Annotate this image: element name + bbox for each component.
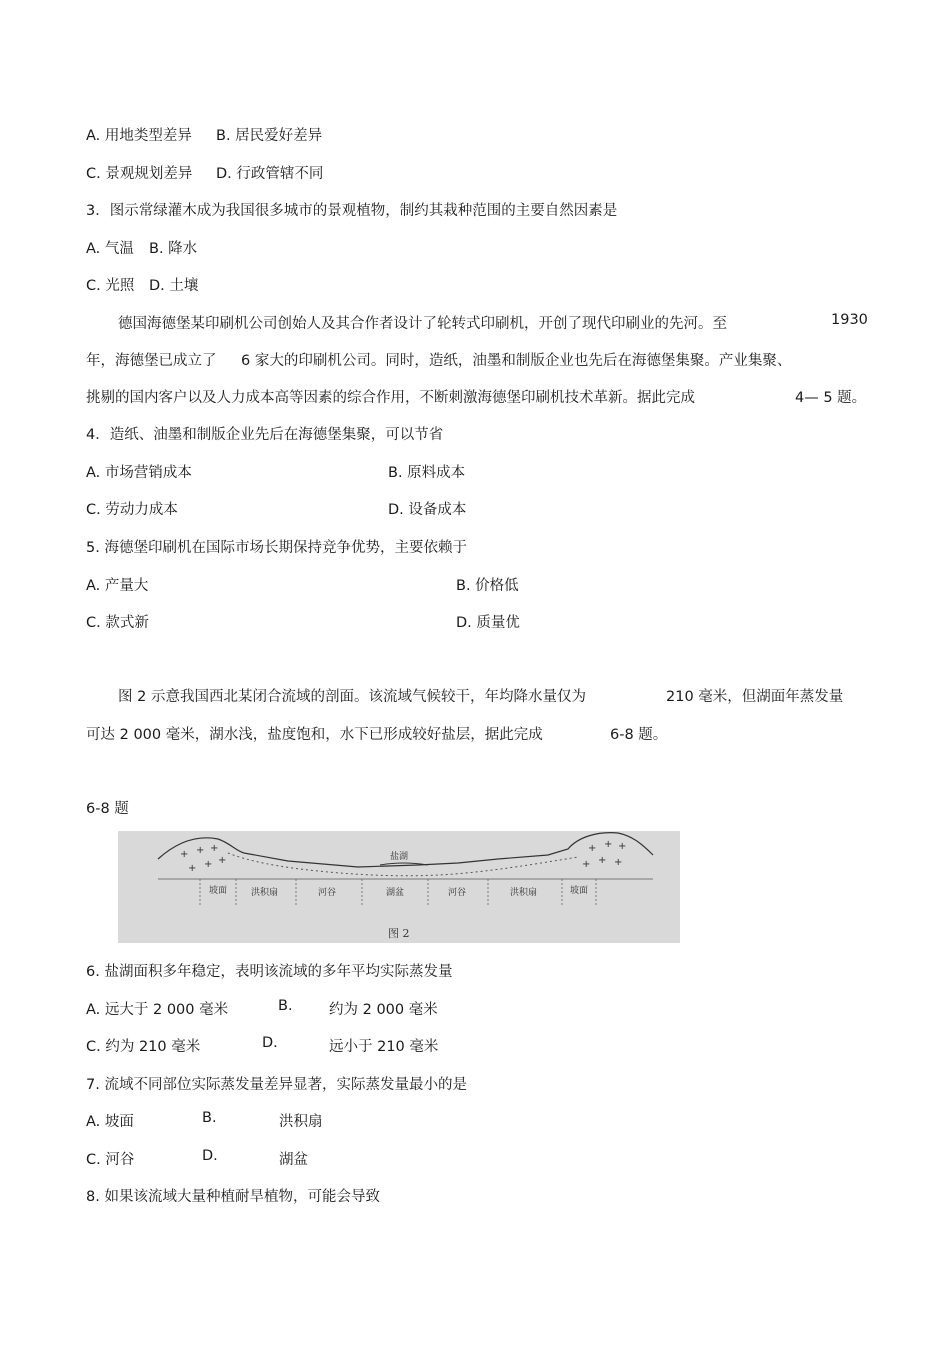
svg-text:+: + <box>210 843 219 854</box>
q3-option-c: C. 光照 <box>86 278 135 294</box>
q5-option-c: C. 款式新 <box>86 615 149 631</box>
passage1-line3b: 4— 5 题。 <box>795 390 867 406</box>
q4-option-a: A. 市场营销成本 <box>86 465 192 481</box>
q4-option-d: D. 设备成本 <box>388 502 467 518</box>
q3-option-d: D. 土壤 <box>149 278 199 294</box>
passage2-line1b: 210 毫米，但湖面年蒸发量 <box>666 689 844 705</box>
svg-text:+: + <box>618 841 627 852</box>
q6-stem: 6. 盐湖面积多年稳定，表明该流域的多年平均实际蒸发量 <box>86 964 453 980</box>
q5-option-d: D. 质量优 <box>456 615 520 631</box>
passage1-year: 1930 <box>831 312 868 328</box>
q5-stem: 5. 海德堡印刷机在国际市场长期保持竞争优势，主要依赖于 <box>86 540 467 556</box>
svg-text:+: + <box>614 857 623 868</box>
passage1-line3a: 挑剔的国内客户以及人力成本高等因素的综合作用，不断刺激海德堡印刷机技术革新。据此完成 <box>86 390 695 406</box>
q6-option-b-letter: B. <box>278 998 293 1014</box>
zone-label-lake-basin: 湖盆 <box>386 888 405 898</box>
q6-option-a: A. 远大于 2 000 毫米 <box>86 1002 229 1018</box>
q6-option-d-letter: D. <box>262 1035 278 1051</box>
svg-text:+: + <box>582 859 591 870</box>
svg-text:+: + <box>598 855 607 866</box>
figure-heading: 6-8 题 <box>86 801 129 817</box>
q4-option-c: C. 劳动力成本 <box>86 502 178 518</box>
passage2-line1a: 图 2 示意我国西北某闭合流域的剖面。该流域气候较干，年均降水量仅为 <box>118 689 586 705</box>
svg-text:+: + <box>604 839 613 850</box>
q7-option-a: A. 坡面 <box>86 1114 134 1130</box>
svg-text:+: + <box>218 855 227 866</box>
q7-option-c: C. 河谷 <box>86 1152 135 1168</box>
q7-option-d-letter: D. <box>202 1148 218 1164</box>
passage1-line1: 德国海德堡某印刷机公司创始人及其合作者设计了轮转式印刷机，开创了现代印刷业的先河。至 <box>118 316 727 332</box>
q7-option-d: 湖盆 <box>279 1152 308 1168</box>
q3-stem: 3．图示常绿灌木成为我国很多城市的景观植物，制约其栽种范围的主要自然因素是 <box>86 203 618 219</box>
passage2-line2b: 6-8 题。 <box>610 727 668 743</box>
q6-option-c: C. 约为 210 毫米 <box>86 1039 201 1055</box>
passage1-line2b: 6 家大的印刷机公司。同时，造纸，油墨和制版企业也先后在海德堡集聚。产业集聚、 <box>241 353 792 369</box>
q7-option-b-letter: B. <box>202 1110 217 1126</box>
q7-option-b: 洪积扇 <box>279 1114 323 1130</box>
zone-label-fan-left: 洪积扇 <box>251 888 279 898</box>
q8-stem: 8. 如果该流域大量种植耐旱植物，可能会导致 <box>86 1189 380 1205</box>
svg-text:+: + <box>180 849 189 860</box>
passage2-line2a: 可达 2 000 毫米，湖水浅，盐度饱和，水下已形成较好盐层，据此完成 <box>86 727 543 743</box>
bedrock-right <box>582 839 626 870</box>
q6-option-d: 远小于 210 毫米 <box>329 1039 439 1055</box>
q6-option-b: 约为 2 000 毫米 <box>329 1002 438 1018</box>
figure-caption: 图 2 <box>388 927 410 940</box>
passage1-line2a: 年，海德堡已成立了 <box>86 353 217 369</box>
q2-option-d: D. 行政管辖不同 <box>216 166 324 182</box>
q2-option-a: A. 用地类型差异 <box>86 128 192 144</box>
zone-label-slope-right: 坡面 <box>570 886 589 896</box>
svg-text:+: + <box>588 843 597 854</box>
q7-stem: 7. 流域不同部位实际蒸发量差异显著，实际蒸发量最小的是 <box>86 1077 467 1093</box>
svg-text:+: + <box>188 863 197 874</box>
q2-option-c: C. 景观规划差异 <box>86 166 193 182</box>
zone-label-slope-left: 坡面 <box>209 886 228 896</box>
q5-option-a: A. 产量大 <box>86 578 149 594</box>
svg-text:+: + <box>196 845 205 856</box>
q5-option-b: B. 价格低 <box>456 578 519 594</box>
zone-label-fan-right: 洪积扇 <box>510 888 538 898</box>
q2-option-b: B. 居民爱好差异 <box>216 128 323 144</box>
zone-label-valley-right: 河谷 <box>448 888 467 898</box>
svg-text:+: + <box>204 859 213 870</box>
bedrock-left <box>180 843 226 874</box>
q4-option-b: B. 原料成本 <box>388 465 466 481</box>
lake-label: 盐湖 <box>390 852 409 862</box>
q3-option-b: B. 降水 <box>149 241 198 257</box>
zone-label-valley-left: 河谷 <box>318 888 337 898</box>
basin-cross-section-figure <box>118 831 680 943</box>
q4-stem: 4．造纸、油墨和制版企业先后在海德堡集聚，可以节省 <box>86 427 444 443</box>
q3-option-a: A. 气温 <box>86 241 134 257</box>
